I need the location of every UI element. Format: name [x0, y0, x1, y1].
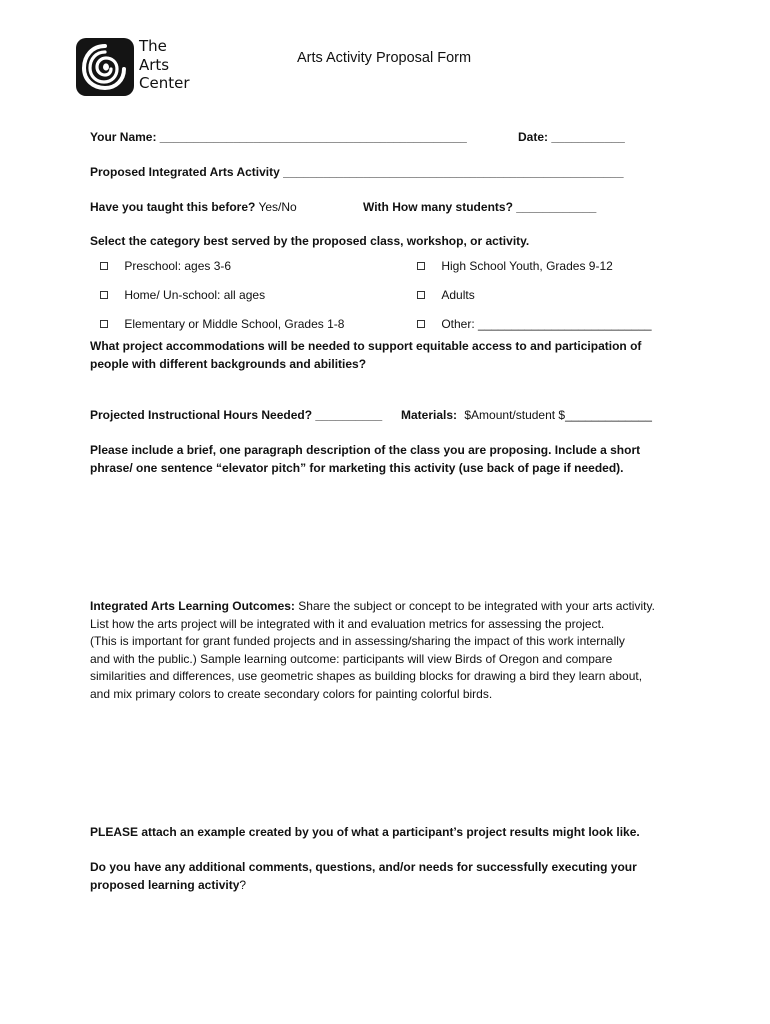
category-option-preschool[interactable] — [100, 258, 231, 276]
category-option-label: Preschool: ages 3-6 — [124, 259, 232, 273]
category-option-elementary[interactable] — [100, 316, 344, 334]
category-option-label: Elementary or Middle School, Grades 1-8 — [124, 317, 345, 331]
arts-center-logo-icon — [76, 38, 134, 96]
materials-field[interactable] — [401, 407, 652, 425]
category-option-other[interactable] — [417, 316, 652, 334]
comments-line-1: Do you have any additional comments, questions, and/or needs for successfully executing your — [90, 860, 637, 874]
checkbox-icon[interactable] — [100, 291, 108, 299]
accommodations-question: What project accommodations will be needed to support equitable access to and participation of people with different backgrounds and abilities? — [90, 339, 642, 371]
checkbox-icon[interactable] — [417, 320, 425, 328]
instructional-hours-field[interactable]: Projected Instructional Hours Needed? __________ — [90, 408, 383, 422]
outcomes-line-5: similarities and differences, use geometric shapes as building blocks for drawing a bird they learn about, — [90, 669, 643, 683]
category-option-home-school[interactable] — [100, 287, 265, 305]
outcomes-line-3: (This is important for grant funded projects and in assessing/sharing the impact of this work internally — [90, 634, 625, 648]
logo-line-center: Center — [139, 74, 190, 92]
category-prompt: Select the category best served by the proposed class, workshop, or activity. — [90, 234, 530, 248]
outcomes-text: Share the subject or concept to be integrated with your arts activity. — [298, 599, 655, 613]
checkbox-icon[interactable] — [100, 320, 108, 328]
category-option-label: Other: __________________________ — [441, 317, 652, 331]
category-option-label: Adults — [441, 288, 475, 302]
logo-text — [139, 37, 190, 93]
your-name-field[interactable]: Your Name: ______________________________________________ — [90, 130, 467, 144]
checkbox-icon[interactable] — [417, 291, 425, 299]
logo-line-the: The — [139, 37, 167, 55]
students-count-field[interactable]: With How many students? ____________ — [363, 200, 597, 214]
category-option-label: High School Youth, Grades 9-12 — [441, 259, 613, 273]
taught-before-options[interactable]: Yes/No — [258, 200, 297, 214]
form-title: Arts Activity Proposal Form — [297, 50, 472, 66]
category-option-adults[interactable] — [417, 287, 475, 305]
taught-before-label: Have you taught this before? — [90, 200, 256, 214]
outcomes-line-2: List how the arts project will be integrated with it and evaluation metrics for assessing the project. — [90, 616, 605, 631]
checkbox-icon[interactable] — [100, 262, 108, 270]
date-field[interactable]: Date: ___________ — [518, 130, 625, 144]
comments-line-2 — [90, 877, 637, 895]
description-prompt: Please include a brief, one paragraph description of the class you are proposing. Include a short phrase/ one sentence “elevator pitch” for marketing this activity (use back of page if needed). — [90, 443, 641, 475]
outcomes-line-6: and mix primary colors to create secondary colors for painting colorful birds. — [90, 686, 493, 701]
comments-question-mark: ? — [239, 877, 247, 892]
outcomes-line-4: and with the public.) Sample learning outcome: participants will view Birds of Oregon and compare — [90, 651, 613, 666]
outcomes-section — [90, 598, 655, 703]
attach-example-note: PLEASE attach an example created by you of what a participant’s project results might look like. — [90, 825, 640, 839]
category-option-label: Home/ Un-school: all ages — [124, 288, 266, 302]
proposed-activity-field[interactable]: Proposed Integrated Arts Activity ___________________________________________________ — [90, 165, 624, 179]
checkbox-icon[interactable] — [417, 262, 425, 270]
logo-line-arts: Arts — [139, 55, 170, 74]
comments-question — [90, 859, 637, 894]
outcomes-heading: Integrated Arts Learning Outcomes: — [90, 599, 295, 613]
category-option-high-school[interactable] — [417, 258, 613, 276]
materials-value[interactable]: $Amount/student $_____________ — [464, 408, 652, 422]
taught-before-row — [90, 199, 297, 217]
materials-label: Materials: — [401, 408, 458, 422]
outcomes-line-1 — [90, 598, 655, 616]
comments-line-2-text: proposed learning activity — [90, 877, 240, 892]
